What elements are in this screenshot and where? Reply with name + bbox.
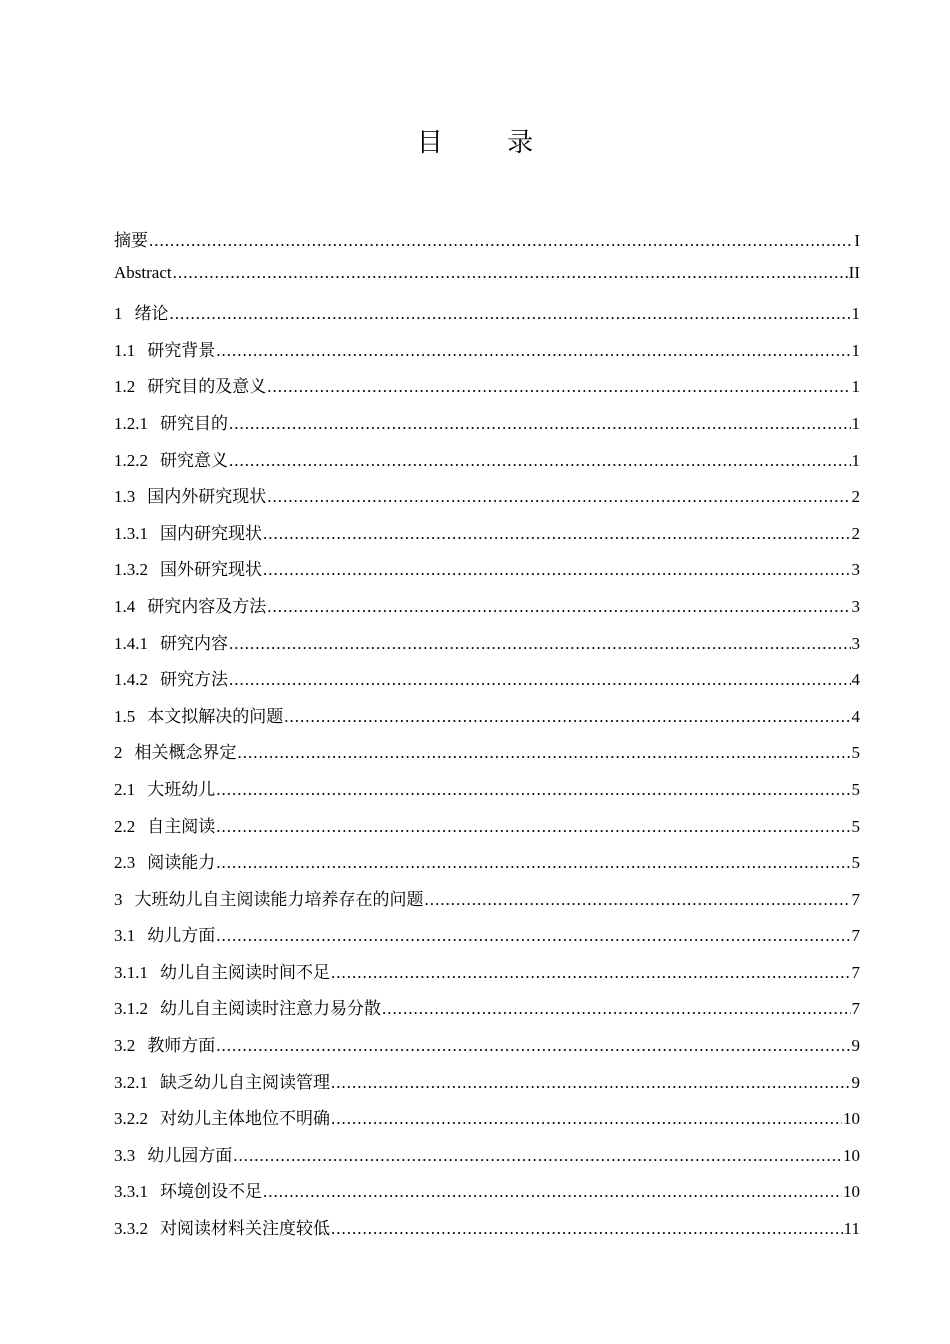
toc-entry[interactable] [114,702,860,739]
toc-entry-page-number: 9 [851,1072,860,1092]
toc-entry-page-number: 1 [851,413,860,433]
toc-entry-number: 3.3 [114,1145,136,1165]
toc-entry-number: 1.5 [114,706,136,726]
toc-leader-dots [216,780,850,800]
toc-entry-title: 国外研究现状 [160,560,262,580]
toc-leader-dots [331,1109,842,1129]
toc-leader-dots [173,263,848,283]
toc-entry[interactable] [114,629,860,666]
toc-entry-number: 1.3.2 [114,560,148,580]
toc-entry-page-number: 10 [843,1145,860,1165]
toc-entry-number: 2.2 [114,816,136,836]
toc-entry-page-number: 4 [851,706,860,726]
toc-entry[interactable] [114,775,860,812]
toc-entry[interactable] [114,921,860,958]
toc-leader-dots [238,743,851,763]
toc-title: 目 录 [416,128,562,158]
toc-entry-number: 3.2.2 [114,1109,148,1129]
toc-entry-page-number: 4 [851,670,860,690]
toc-entry-number: 3 [114,889,123,909]
toc-entry-title: 摘要 [114,231,148,250]
toc-entry-page-number: 2 [851,487,860,507]
toc-entry-title: 自主阅读 [147,816,216,836]
toc-entry-number: 3.1.2 [114,999,148,1019]
toc-entry[interactable] [114,226,860,263]
toc-entry-page-number: 11 [843,1219,860,1239]
toc-entry-page-number: 3 [851,633,860,653]
toc-leader-dots [331,1219,843,1239]
toc-entry-title: 研究背景 [147,340,216,360]
toc-leader-dots [233,1146,842,1166]
toc-entry[interactable] [114,372,860,409]
toc-leader-dots [263,524,851,544]
toc-leader-dots [149,231,853,251]
toc-leader-dots [229,414,851,434]
toc-leader-dots [229,451,851,471]
toc-leader-dots [216,341,850,361]
toc-entry-title: 绪论 [134,304,169,324]
toc-entry-title: 大班幼儿自主阅读能力培养存在的问题 [134,889,424,909]
toc-entry-number: 2.1 [114,779,136,799]
toc-entry-number: 2.3 [114,853,136,873]
toc-entry[interactable] [114,738,860,775]
toc-entry-page-number: 10 [843,1109,860,1129]
toc-leader-dots [425,890,851,910]
toc-leader-dots [331,1073,851,1093]
toc-entry-title: Abstract [114,262,172,282]
toc-entry-number: 1.2.2 [114,450,148,470]
toc-entry-page-number: 7 [851,999,860,1019]
toc-entry[interactable] [114,848,860,885]
toc-entry-page-number: 5 [851,779,860,799]
toc-entry-number: 1.3 [114,487,136,507]
toc-entry[interactable] [114,1177,860,1214]
toc-leader-dots [216,1036,850,1056]
toc-entry-number: 1.4.2 [114,670,148,690]
toc-entry[interactable] [114,482,860,519]
toc-entry-title: 缺乏幼儿自主阅读管理 [160,1072,330,1092]
toc-entry[interactable] [114,994,860,1031]
toc-entry-title: 教师方面 [147,1036,216,1056]
toc-leader-dots [263,1182,842,1202]
toc-leader-dots [267,597,850,617]
toc-entry-page-number: 7 [851,926,860,946]
toc-leader-dots [216,817,850,837]
toc-leader-dots [216,853,850,873]
toc-entry[interactable] [114,1104,860,1141]
toc-entry-number: 1.4.1 [114,633,148,653]
toc-entry[interactable] [114,299,860,336]
toc-entry-page-number: 7 [851,889,860,909]
toc-entry[interactable] [114,1214,860,1251]
toc-entry-page-number: I [854,231,860,250]
toc-entry-page-number: 7 [851,962,860,982]
toc-entry-number: 3.3.2 [114,1219,148,1239]
toc-entry[interactable] [114,885,860,922]
toc-entry-title: 国内外研究现状 [147,487,267,507]
toc-entry-number: 1.4 [114,596,136,616]
toc-entry-page-number: 1 [851,340,860,360]
toc-leader-dots [284,707,850,727]
toc-entry-page-number: 3 [851,596,860,616]
toc-entry-title: 幼儿方面 [147,926,216,946]
toc-entry-number: 1.2 [114,377,136,397]
toc-entry-page-number: 5 [851,816,860,836]
toc-entry-title: 研究目的 [160,413,228,433]
toc-entry-page-number: 1 [851,450,860,470]
toc-entry[interactable] [114,1141,860,1178]
toc-leader-dots [331,963,851,983]
toc-entry-title: 环境创设不足 [160,1182,262,1202]
toc-leader-dots [382,999,851,1019]
toc-leader-dots [216,926,850,946]
toc-entry-number: 3.2 [114,1036,136,1056]
toc-entry[interactable] [114,592,860,629]
toc-entry[interactable] [114,665,860,702]
toc-entry-title: 对阅读材料关注度较低 [160,1219,330,1239]
toc-entry[interactable] [114,1031,860,1068]
toc-leader-dots [267,377,850,397]
toc-entry[interactable] [114,812,860,849]
toc-leader-dots [170,304,851,324]
toc-entry-number: 3.1 [114,926,136,946]
toc-entry-number: 1 [114,304,123,324]
toc-entry-number: 3.3.1 [114,1182,148,1202]
toc-entry-page-number: 2 [851,523,860,543]
toc-entry-title: 国内研究现状 [160,523,262,543]
toc-entry-page-number: 5 [851,853,860,873]
toc-entry-title: 本文拟解决的问题 [147,706,284,726]
toc-entry-title: 研究意义 [160,450,228,470]
toc-entry[interactable] [114,958,860,995]
toc-entry-page-number: II [848,262,860,282]
toc-entry-number: 1.1 [114,340,136,360]
toc-entry-page-number: 5 [851,743,860,763]
toc-entry[interactable] [114,555,860,592]
toc-entry-number: 1.2.1 [114,413,148,433]
toc-entry-title: 幼儿自主阅读时注意力易分散 [160,999,381,1019]
toc-entry-page-number: 1 [851,304,860,324]
toc-entry-number: 3.2.1 [114,1072,148,1092]
toc-entry-title: 研究内容及方法 [147,596,267,616]
toc-entry[interactable] [114,336,860,373]
toc-entry-title: 相关概念界定 [134,743,237,763]
toc-leader-dots [263,560,851,580]
toc-leader-dots [229,670,851,690]
toc-entry[interactable] [114,1068,860,1105]
toc-entry[interactable] [114,446,860,483]
toc-entry[interactable] [114,409,860,446]
toc-entry-title: 幼儿园方面 [147,1145,233,1165]
toc-leader-dots [229,634,851,654]
toc-entry-page-number: 3 [851,560,860,580]
toc-entry-title: 大班幼儿 [147,779,216,799]
toc-entry-page-number: 10 [843,1182,860,1202]
toc-list [114,226,860,1251]
toc-entry[interactable] [114,263,860,300]
toc-entry-title: 幼儿自主阅读时间不足 [160,962,330,982]
toc-leader-dots [267,487,850,507]
toc-entry-title: 研究目的及意义 [147,377,267,397]
toc-entry-page-number: 1 [851,377,860,397]
toc-entry-title: 对幼儿主体地位不明确 [160,1109,330,1129]
toc-entry[interactable] [114,519,860,556]
toc-entry-title: 阅读能力 [147,853,216,873]
toc-entry-number: 1.3.1 [114,523,148,543]
toc-entry-page-number: 9 [851,1036,860,1056]
toc-entry-number: 3.1.1 [114,962,148,982]
toc-entry-number: 2 [114,743,123,763]
toc-entry-title: 研究方法 [160,670,228,690]
toc-entry-title: 研究内容 [160,633,228,653]
